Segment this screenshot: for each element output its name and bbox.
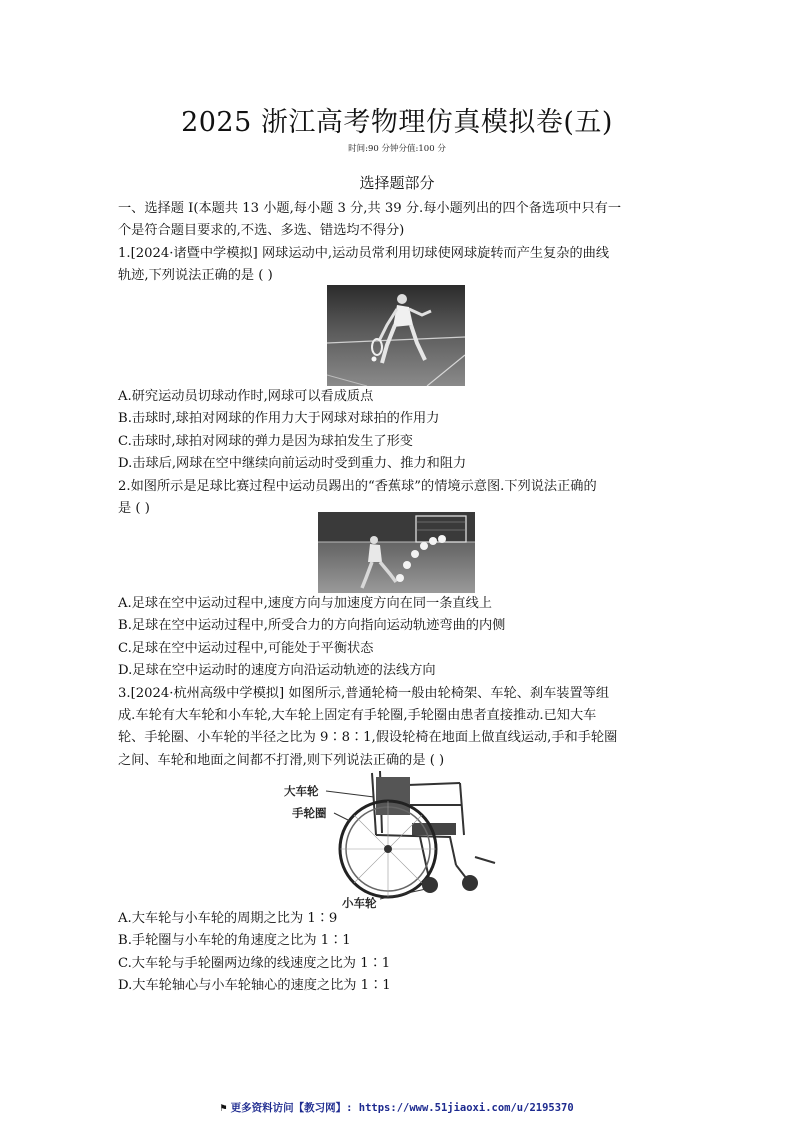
question-3-options xyxy=(118,908,678,998)
tennis-player-photo xyxy=(327,285,465,386)
wheelchair-figure xyxy=(280,765,510,910)
footer-link[interactable] xyxy=(0,1100,794,1115)
option-2b: B.足球在空中运动过程中,所受合力的方向指向运动轨迹弯曲的内侧 xyxy=(118,618,506,634)
question-3-stem: 3.[2024·杭州高级中学模拟] 如图所示,普通轮椅一般由轮椅架、车轮、刹车装置等组 xyxy=(118,685,610,701)
section-heading: 选择题部分 xyxy=(359,174,435,192)
small-wheel-icon xyxy=(422,877,438,893)
option-2c: C.足球在空中运动过程中,可能处于平衡状态 xyxy=(118,640,374,656)
option-1d: D.击球后,网球在空中继续向前运动时受到重力、推力和阻力 xyxy=(118,456,467,472)
question-1-stem: 轨迹,下列说法正确的是 ( ) xyxy=(118,268,273,284)
label-small-wheel: 小车轮 xyxy=(342,896,377,910)
question-3-stem: 轮、手轮圈、小车轮的半径之比为 9∶8∶1,假设轮椅在地面上做直线运动,手和手轮圈 xyxy=(118,730,618,746)
option-3d: D.大车轮轴心与小车轮轴心的速度之比为 1∶1 xyxy=(118,978,391,994)
option-1c: C.击球时,球拍对网球的弹力是因为球拍发生了形变 xyxy=(118,433,413,449)
question-2-stem: 是 ( ) xyxy=(118,500,150,516)
option-1b: B.击球时,球拍对网球的作用力大于网球对球拍的作用力 xyxy=(118,411,440,427)
banana-kick-photo xyxy=(318,512,475,593)
intro-line: 个是符合题目要求的,不选、多选、错选均不得分) xyxy=(118,223,405,239)
flag-icon: ⚑ xyxy=(220,1102,227,1114)
option-1a: A.研究运动员切球动作时,网球可以看成质点 xyxy=(118,389,374,404)
option-3a: A.大车轮与小车轮的周期之比为 1∶9 xyxy=(118,911,338,926)
question-3-stem: 之间、车轮和地面之间都不打滑,则下列说法正确的是 ( ) xyxy=(118,752,445,768)
page-title: 2025 浙江高考物理仿真模拟卷(五) xyxy=(181,107,613,138)
option-2a: A.足球在空中运动过程中,速度方向与加速度方向在同一条直线上 xyxy=(118,596,492,611)
question-1-options xyxy=(118,386,678,520)
question-2-options xyxy=(118,593,678,772)
label-big-wheel: 大车轮 xyxy=(284,784,319,798)
label-hand-rim: 手轮圈 xyxy=(292,806,327,820)
intro-block xyxy=(118,198,678,288)
footer-text[interactable]: 更多资料访问【教习网】: https://www.51jiaoxi.com/u/2195370 xyxy=(230,1102,574,1114)
question-3-stem: 成.车轮有大车轮和小车轮,大车轮上固定有手轮圈,手轮圈由患者直接推动.已知大车 xyxy=(118,707,597,723)
question-2-stem: 2.如图所示是足球比赛过程中运动员踢出的“香蕉球”的情境示意图.下列说法正确的 xyxy=(118,478,597,494)
option-3b: B.手轮圈与小车轮的角速度之比为 1∶1 xyxy=(118,933,351,949)
exam-time-score: 时间:90 分钟分值:100 分 xyxy=(348,144,446,154)
question-1-stem: 1.[2024·诸暨中学模拟] 网球运动中,运动员常利用切球使网球旋转而产生复杂的曲线 xyxy=(118,245,610,261)
option-2d: D.足球在空中运动时的速度方向沿运动轨迹的法线方向 xyxy=(118,663,436,679)
option-3c: C.大车轮与手轮圈两边缘的线速度之比为 1∶1 xyxy=(118,955,391,971)
intro-line: 一、选择题 Ⅰ(本题共 13 小题,每小题 3 分,共 39 分.每小题列出的四个备选项中只有一 xyxy=(118,201,622,216)
